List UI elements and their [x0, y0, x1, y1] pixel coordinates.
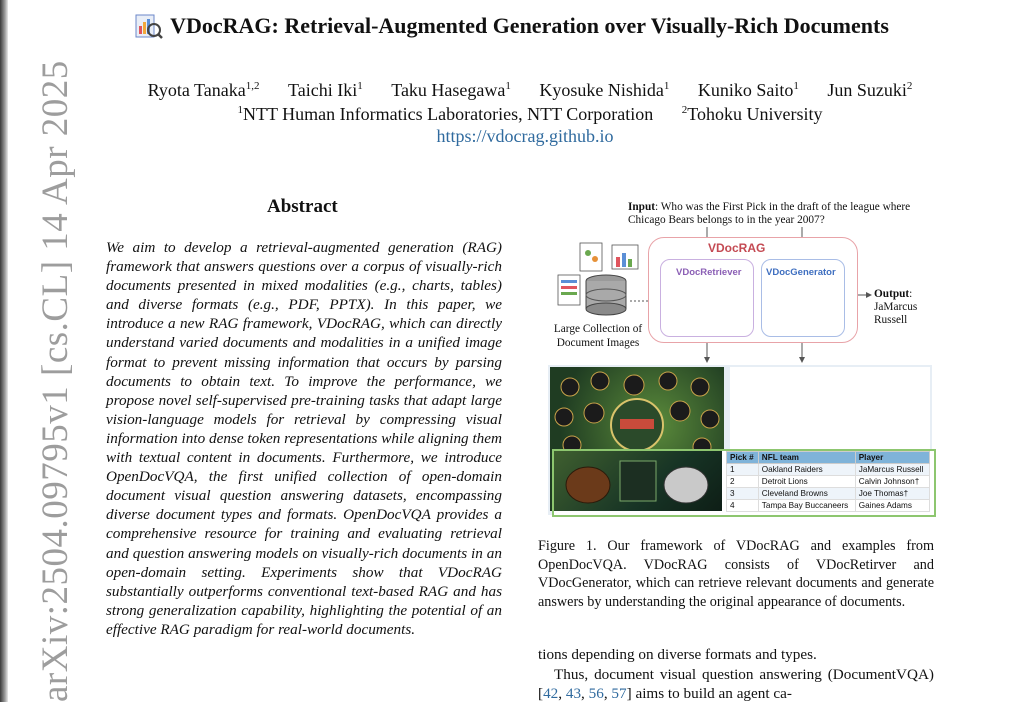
figure-caption: Figure 1. Our framework of VDocRAG and examples from OpenDocVQA. VDocRAG consists of VDocRetirver and VDocGenerator, which can retrieve relevant documents and generate answers by understanding the original appearance of documents.: [538, 538, 934, 610]
title-row: [0, 12, 1023, 40]
retriever-label: VDocRetriever: [676, 267, 742, 278]
author: Kyosuke Nishida$^1$: [539, 80, 670, 100]
body-text: [538, 645, 934, 704]
abstract-text: We aim to develop a retrieval-augmented generation (RAG) framework that answers questions over a corpus of visually-rich documents presented in mixed modalities (e.g., charts, tables) and diverse formats (e.g., PDF, PPTX). In this paper, we introduce a new RAG framework, VDocRAG, which can directly understand varied documents and modalities in a unified image format to prevent missing information that occurs by parsing documents to obtain text. To improve the performance, we propose novel self-supervised pre-training tasks that adapt large vision-language models for retrieval by compressing visual information into dense token representations while aligning them with textual content in documents. Furthermore, we introduce OpenDocVQA, the first unified collection of open-domain document visual question answering datasets, encompassing diverse document types and formats. OpenDocVQA provides a comprehensive resource for training and evaluating retrieval and question answering models on visually-rich documents in an open-domain setting. Experiments show that VDocRAG substantially outperforms conventional text-based RAG and has strong generalization capability, highlighting the potential of an effective RAG paradigm for real-world documents.: [106, 239, 502, 638]
body-line: Thus, document visual question answering (DocumentVQA) [42, 43, 56, 57] aims to build an agent ca-: [538, 665, 934, 703]
citation-link[interactable]: 43: [565, 685, 582, 703]
arxiv-identifier: arXiv:2504.09795v1 [cs.CL] 14 Apr 2025: [35, 60, 76, 702]
figure-input-question: Input: Who was the First Pick in the draft of the league where Chicago Bears belongs to in the year 2007?: [628, 201, 911, 226]
author: Taichi Iki$^1$: [287, 80, 363, 100]
document-collection-label: Large Collection of Document Images: [553, 323, 643, 349]
table-row: 2 Detroit Lions Calvin Johnson†: [727, 476, 930, 488]
author: Jun Suzuki$^2$: [827, 80, 913, 100]
citation-link[interactable]: 56: [588, 685, 604, 703]
affiliations: [0, 104, 1023, 125]
vdocrag-logo-icon: [134, 12, 164, 40]
citation-link[interactable]: 42: [543, 685, 559, 703]
figure-1: [540, 195, 940, 525]
body-line: tions depending on diverse formats and types.: [538, 646, 817, 663]
affiliation: $^1$NTT Human Informatics Laboratories, NTT Corporation: [237, 104, 654, 124]
abstract-heading: Abstract: [267, 196, 338, 217]
generator-label: VDocGenerator: [766, 267, 836, 278]
author: Taku Hasegawa$^1$: [391, 80, 511, 100]
table-row: 4 Tampa Bay Buccaneers Gaines Adams: [727, 500, 930, 512]
table-row: 1 Oakland Raiders JaMarcus Russell: [727, 464, 930, 476]
author: Kuniko Saito$^1$: [697, 80, 799, 100]
affiliation: $^2$Tohoku University: [681, 104, 823, 124]
zoomed-draft-table: Pick # NFL team Player 1 Oakland Raiders JaMarcus Russell 2 Detroit Lions Calvin Johnson† 3 Cleveland Browns Joe Thomas† 4 Tampa Bay Buccaneers Gaines Adams: [726, 451, 930, 512]
paper-title: VDocRAG: Retrieval-Augmented Generation over Visually-Rich Documents: [170, 13, 889, 38]
project-url-link[interactable]: https://vdocrag.github.io: [436, 126, 614, 146]
zoomed-helmet-photo: [554, 451, 722, 511]
author-list: [0, 80, 1023, 101]
author: Ryota Tanaka$^{1,2}$: [147, 80, 260, 100]
table-row: 3 Cleveland Browns Joe Thomas†: [727, 488, 930, 500]
citation-link[interactable]: 57: [611, 685, 627, 703]
vdocrag-label: VDocRAG: [708, 241, 766, 255]
figure-output: Output: JaMarcus Russell: [874, 288, 918, 326]
